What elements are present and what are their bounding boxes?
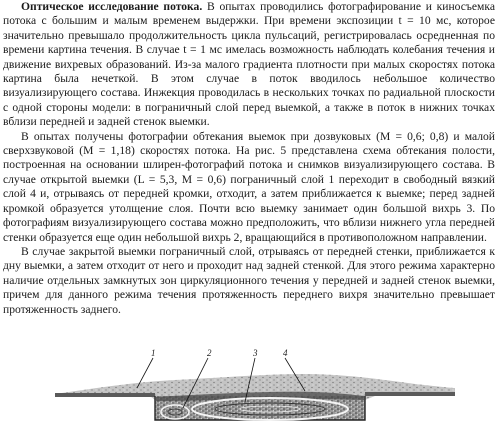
paragraph-closed-cavity (3, 245, 495, 317)
section-heading: Оптическое исследование потока. (21, 0, 203, 13)
paper-page (3, 0, 495, 317)
figure-label-4: 4 (283, 348, 288, 358)
wall-left (55, 393, 155, 397)
paragraph-optical-study (3, 0, 495, 130)
figure-label-2: 2 (207, 348, 212, 358)
cavity-flow-sketch (55, 344, 455, 423)
paragraph-text: В опытах проводились фотографирование и киносъемка потока с большим и малым временем выдержки. При времени экспозиции t = 10 мс, которое значительно превышало продолжительность цикла пульсаций, регистрировалась осредненная по времени картина течения. В случае t = 1 мс имелась возможность наблюдать колебания течения и движение вихревых образований. Из-за малого градиента плотности при малых скоростях потока картина была нечеткой. В этом случае в поток вводилось небольшое количество визуализирующего состава. Инжекция проводилась в нескольких точках по радиальной плоскости с одной стороны модели: в пограничный слой перед выемкой, а также в поток в нижних точках вблизи передней и задней стенок выемки. (3, 0, 495, 129)
cavity-flow-figure (55, 344, 455, 423)
figure-label-3: 3 (253, 348, 258, 358)
paragraph-text: В случае закрытой выемки пограничный слой, отрываясь от передней стенки, приближается к дну выемки, а затем отходит от него и проходит над задней стенкой. Для этого режима характерно наличие отдельных замкнутых зон циркуляционного течения у передней и задней стенок выемки, причем для данного режима течения протяженность переднего вихря значительно превышает протяженность заднего. (3, 244, 495, 316)
figure-label-1: 1 (151, 348, 156, 358)
paragraph-photographs (3, 130, 495, 245)
wall-right (365, 392, 455, 396)
paragraph-text: В опытах получены фотографии обтекания выемок при дозвуковых (M = 0,6; 0,8) и малой сверхзвуковой (M = 1,18) скоростях потока. На рис. 5 представлена схема обтекания полости, построенная на основании шлирен-фотографий потока и снимков визуализирующего состава. В случае открытой выемки (L = 5,3, M = 0,6) пограничный слой 1 переходит в свободный вязкий слой 4 и, отрываясь от передней кромки, отходит, а затем приближается к выемке; перед задней кромкой образуется утолщение слоя. Почти всю выемку занимает один большой вихрь 3. По фотографиям визуализирующего состава можно предположить, что вблизи нижнего угла передней стенки образуется еще один небольшой вихрь 2, вращающийся в противоположном направлении. (3, 129, 495, 244)
